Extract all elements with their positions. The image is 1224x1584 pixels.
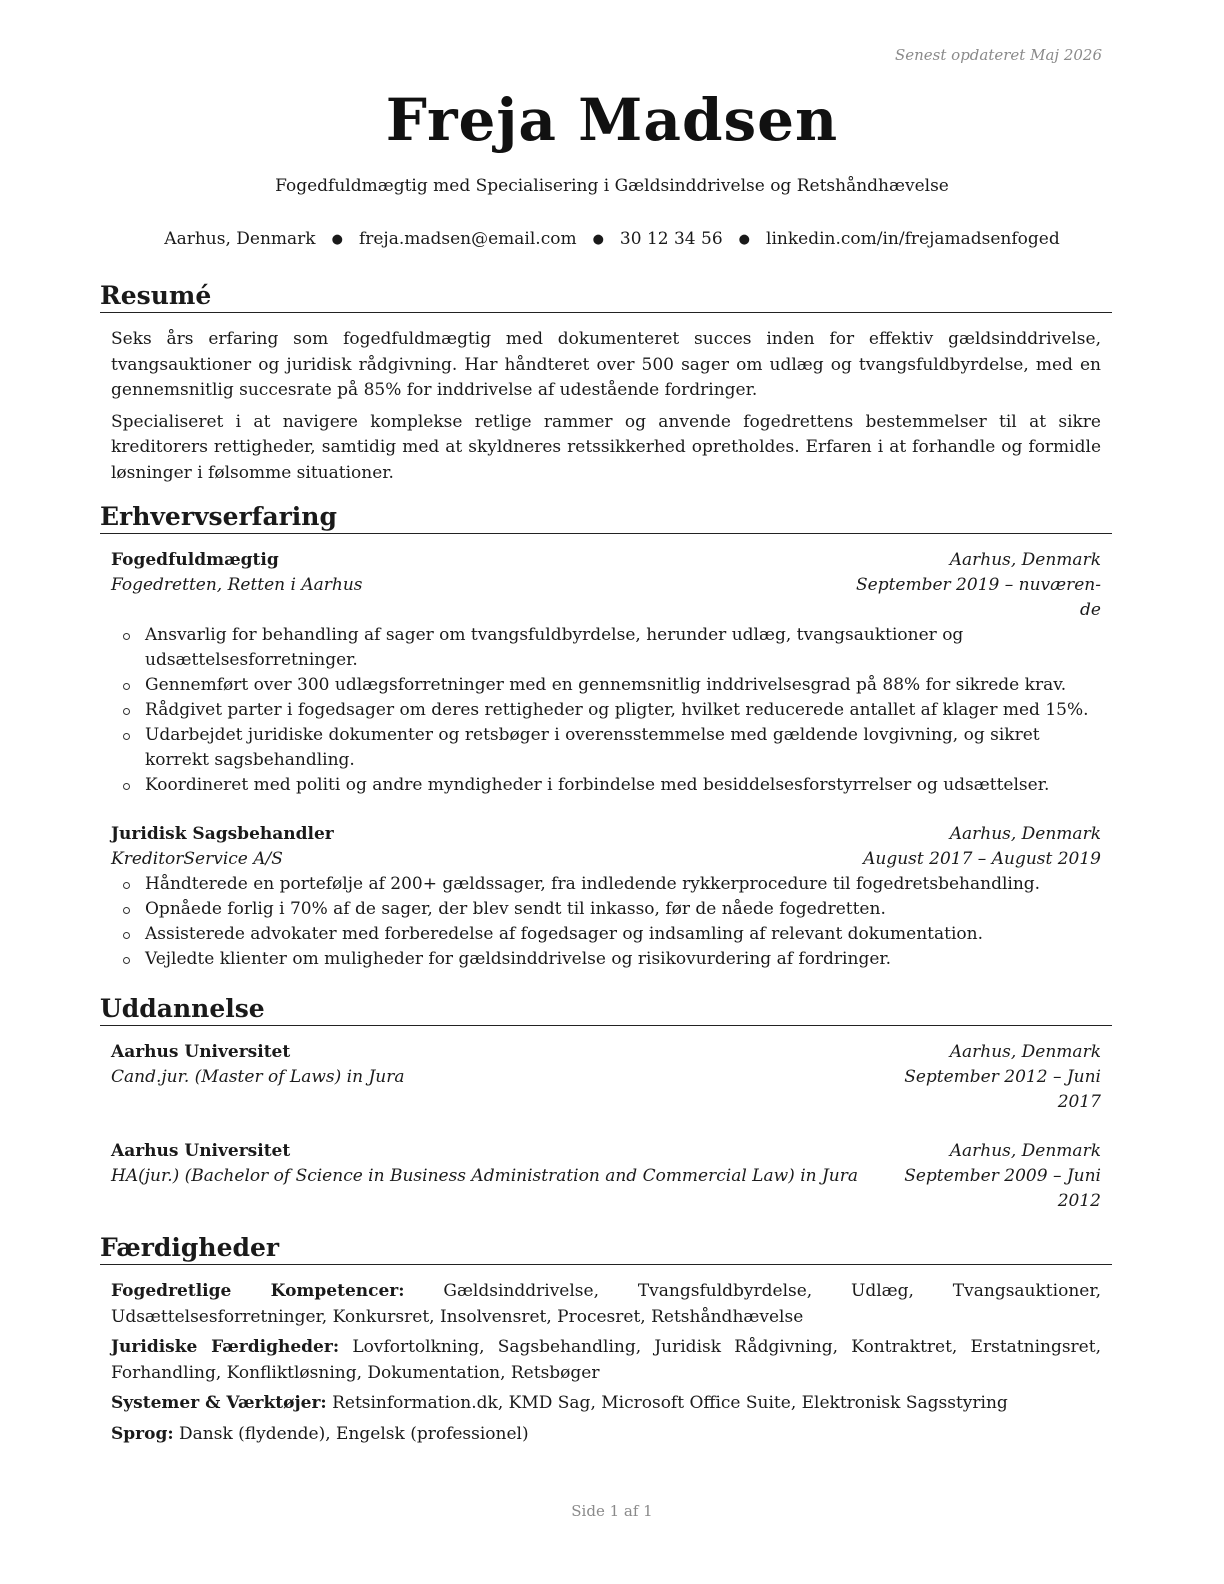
education-section — [100, 994, 1112, 1214]
school-location: Aarhus, Denmark — [949, 1141, 1101, 1161]
education-entry — [111, 1040, 1101, 1115]
summary-body — [111, 327, 1101, 486]
school-name: Aarhus Universitet — [111, 1042, 291, 1062]
education-dates — [904, 1065, 1101, 1115]
job-dates-line1: September 2019 – nuværen- — [855, 575, 1101, 595]
job-header-row — [111, 822, 1101, 847]
list-item: Koordineret med politi og andre myndigheder i forbindelse med besiddelsesforstyrrelser og udsættelser. — [111, 773, 1101, 798]
summary-paragraph: Seks års erfaring som fogedfuldmægtig med dokumenteret succes inden for effektiv gældsinddrivelse, tvangsauktioner og juridisk rådgivning. Har håndteret over 500 sager om udlæg og tvangsfuldbyrdelse, med en gennemsnitlig succesrate på 85% for inddrivelse af udestående fordringer. — [111, 329, 1101, 400]
section-title-skills: Færdigheder — [100, 1233, 1112, 1265]
degree: HA(jur.) (Bachelor of Science in Business Administration and Commercial Law) in Jura — [111, 1166, 859, 1186]
job-role: Fogedfuldmægtig — [111, 550, 279, 570]
job-org: Fogedretten, Retten i Aarhus — [111, 575, 363, 595]
education-header-row — [111, 1139, 1101, 1164]
education-dates-line2: 2017 — [1057, 1092, 1101, 1112]
education-entry — [111, 1139, 1101, 1214]
contact-email[interactable]: freja.madsen@email.com — [358, 229, 577, 249]
job-location: Aarhus, Denmark — [949, 824, 1101, 844]
bullet-separator: ● — [592, 232, 604, 247]
list-item: Ansvarlig for behandling af sager om tvangsfuldbyrdelse, herunder udlæg, tvangsauktioner og udsættelsesforretninger. — [111, 623, 1101, 673]
skill-text: Dansk (flydende), Engelsk (professionel) — [179, 1423, 529, 1444]
bullet-separator: ● — [738, 232, 751, 247]
job-bullets — [111, 872, 1101, 972]
contact-linkedin[interactable]: linkedin.com/in/frejamadsenfoged — [766, 229, 1060, 249]
education-header-row — [111, 1040, 1101, 1065]
section-title-education: Uddannelse — [100, 994, 1112, 1026]
skill-group — [111, 1335, 1101, 1386]
last-updated: Senest opdateret Maj 2026 — [894, 46, 1102, 64]
skill-text: Lovfortolkning, Sagsbehandling, Juridisk Rådgivning, Kontraktret, Erstatningsret, Forhandling, Konfliktløsning, Dokumentation, Retsbøger — [111, 1337, 1101, 1383]
job-role: Juridisk Sagsbehandler — [111, 824, 334, 844]
degree: Cand.jur. (Master of Laws) in Jura — [111, 1067, 405, 1087]
list-item: Vejledte klienter om muligheder for gældsinddrivelse og risikovurdering af fordringer. — [111, 947, 1101, 972]
skills-section — [100, 1233, 1112, 1447]
candidate-name: Freja Madsen — [385, 86, 839, 154]
experience-section — [100, 502, 1112, 972]
skill-group — [111, 1391, 1101, 1417]
skill-group — [111, 1279, 1101, 1330]
job-dates: August 2017 – August 2019 — [863, 849, 1101, 869]
summary-section — [100, 281, 1112, 486]
summary-paragraph: Specialiseret i at navigere komplekse retlige rammer og anvende fogedrettens bestemmelser til at sikre kreditorers rettigheder, samtidig med at skyldneres retssikkerhed opretholdes. Erfaren i at forhandle og formidle løsninger i følsomme situationer. — [111, 411, 1101, 483]
skill-text: Gældsinddrivelse, Tvangsfuldbyrdelse, Udlæg, Tvangsauktioner, Udsættelsesforretninger, Konkursret, Insolvensret, Procesret, Retshåndhævelse — [111, 1281, 1101, 1327]
skill-group — [111, 1422, 1101, 1448]
skill-label: Systemer & Værktøjer: — [111, 1393, 327, 1413]
job-sub-row — [111, 847, 1101, 872]
job-org: KreditorService A/S — [111, 849, 283, 869]
job-entry — [111, 548, 1101, 798]
education-sub-row — [111, 1065, 1101, 1115]
list-item: Assisterede advokater med forberedelse af fogedsager og indsamling af relevant dokumentation. — [111, 922, 1101, 947]
school-name: Aarhus Universitet — [111, 1141, 291, 1161]
list-item: Rådgivet parter i fogedsager om deres rettigheder og pligter, hvilket reducerede antallet af klager med 15%. — [111, 698, 1101, 723]
education-dates-line2: 2012 — [1057, 1191, 1101, 1211]
job-dates — [856, 573, 1101, 623]
skill-label: Juridiske Færdigheder: — [111, 1337, 340, 1357]
contact-location: Aarhus, Denmark — [164, 229, 316, 249]
skill-text: Retsinformation.dk, KMD Sag, Microsoft Office Suite, Elektronisk Sagsstyring — [332, 1393, 1008, 1413]
tagline: Fogedfuldmægtig med Specialisering i Gældsinddrivelse og Retshåndhævelse — [275, 176, 949, 196]
education-dates — [869, 1164, 1101, 1214]
list-item: Håndterede en portefølje af 200+ gældssager, fra indledende rykkerprocedure til fogedretsbehandling. — [111, 872, 1101, 897]
school-location: Aarhus, Denmark — [949, 1042, 1101, 1062]
education-sub-row — [111, 1164, 1101, 1214]
job-bullets — [111, 623, 1101, 798]
skill-label: Sprog: — [111, 1423, 174, 1444]
page-number: Side 1 af 1 — [571, 1502, 653, 1520]
job-dates-line2: de — [1080, 600, 1101, 620]
section-title-experience: Erhvervserfaring — [100, 502, 1112, 534]
contact-line — [0, 229, 1224, 249]
list-item: Gennemført over 300 udlægsforretninger med en gennemsnitlig inddrivelsesgrad på 88% for sikrede krav. — [111, 673, 1101, 698]
list-item: Udarbejdet juridiske dokumenter og retsbøger i overensstemmelse med gældende lovgivning, og sikret korrekt sagsbehandling. — [111, 723, 1101, 773]
list-item: Opnåede forlig i 70% af de sager, der blev sendt til inkasso, før de nåede fogedretten. — [111, 897, 1101, 922]
education-dates-line1: September 2009 – Juni — [904, 1166, 1101, 1186]
skill-label: Fogedretlige Kompetencer: — [111, 1281, 405, 1301]
job-header-row — [111, 548, 1101, 573]
section-title-summary: Resumé — [100, 281, 1112, 313]
bullet-separator: ● — [331, 232, 343, 247]
job-sub-row — [111, 573, 1101, 623]
contact-phone: 30 12 34 56 — [619, 229, 723, 249]
job-location: Aarhus, Denmark — [949, 550, 1101, 570]
job-entry — [111, 822, 1101, 972]
education-dates-line1: September 2012 – Juni — [904, 1067, 1101, 1087]
skills-list — [100, 1279, 1112, 1447]
